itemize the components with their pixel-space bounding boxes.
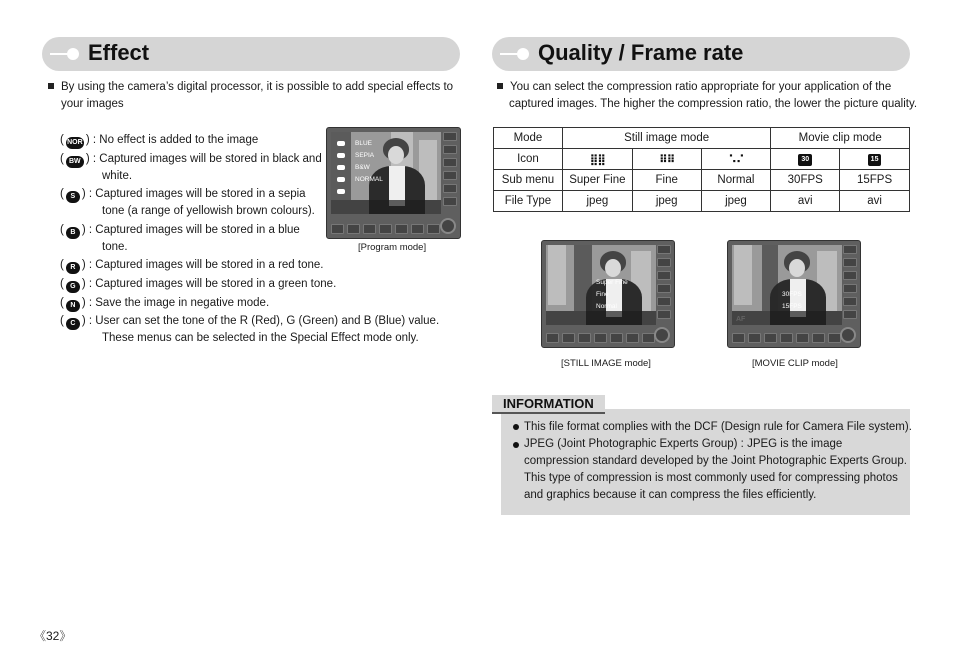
movie-clip-mode-caption: [MOVIE CLIP mode] bbox=[752, 358, 838, 369]
effect-item-negative: ( N ) : Save the image in negative mode. bbox=[60, 295, 269, 312]
effect-item-custom-cont: These menus can be selected in the Special Effect mode only. bbox=[102, 332, 419, 344]
30fps-icon: 30 bbox=[798, 154, 812, 166]
table-cell: 15FPS bbox=[840, 170, 910, 191]
table-icon-label: Icon bbox=[494, 149, 563, 170]
table-header-still: Still image mode bbox=[562, 128, 770, 149]
movie-clip-mode-camera-image bbox=[727, 240, 861, 348]
15fps-icon: 15 bbox=[868, 154, 882, 166]
table-cell: 30FPS bbox=[771, 170, 840, 191]
quality-intro: You can select the compression ratio appropriate for your application of the bbox=[497, 79, 891, 96]
effect-item-normal: ( NOR ) : No effect is added to the image bbox=[60, 132, 258, 149]
table-row bbox=[494, 191, 910, 212]
table-row bbox=[494, 170, 910, 191]
effect-item-sepia: ( S ) : Captured images will be stored in a sepia bbox=[60, 186, 306, 203]
menu-option-bw: B&W bbox=[355, 164, 370, 171]
fine-icon: ⠿⠿ bbox=[659, 153, 675, 166]
information-bullet-1: This file format complies with the DCF (Design rule for Camera File system). bbox=[524, 421, 912, 433]
header-decoration-dot bbox=[517, 48, 529, 60]
information-label: INFORMATION bbox=[492, 395, 605, 414]
effect-intro-line2: your images bbox=[61, 98, 124, 110]
blue-effect-icon: B bbox=[66, 227, 80, 239]
bullet-dot-icon bbox=[513, 442, 519, 448]
quality-table bbox=[493, 127, 910, 212]
menu-option-normal: Normal bbox=[596, 303, 617, 310]
green-effect-icon: G bbox=[66, 281, 80, 293]
menu-option-15fps: 15FPS bbox=[782, 303, 802, 310]
table-row bbox=[494, 149, 910, 170]
table-cell: Super Fine bbox=[562, 170, 632, 191]
effect-title: Effect bbox=[88, 40, 150, 65]
menu-option-super-fine: Super Fine bbox=[596, 279, 628, 286]
table-cell: Fine bbox=[632, 170, 701, 191]
table-cell: jpeg bbox=[632, 191, 701, 212]
bw-effect-icon: BW bbox=[66, 156, 84, 168]
table-cell: jpeg bbox=[701, 191, 771, 212]
table-cell: Normal bbox=[701, 170, 771, 191]
menu-option-fine: Fine bbox=[596, 291, 609, 298]
quality-header-bar bbox=[492, 37, 910, 71]
table-cell: avi bbox=[840, 191, 910, 212]
camera-lcd-screen bbox=[331, 132, 441, 214]
effect-item-sepia-cont: tone (a range of yellowish brown colours). bbox=[102, 205, 315, 217]
table-cell: jpeg bbox=[562, 191, 632, 212]
table-submenu-label: Sub menu bbox=[494, 170, 563, 191]
effect-item-blue: ( B ) : Captured images will be stored in a blue bbox=[60, 222, 300, 239]
still-image-mode-camera-image bbox=[541, 240, 675, 348]
normal-icon: ⠡⠌ bbox=[728, 153, 744, 166]
table-filetype-label: File Type bbox=[494, 191, 563, 212]
effect-intro: By using the camera’s digital processor, it is possible to add special effects to bbox=[48, 79, 453, 96]
header-decoration-dot bbox=[67, 48, 79, 60]
table-cell bbox=[562, 149, 632, 170]
quality-title: Quality / Frame rate bbox=[538, 40, 744, 65]
effect-item-red: ( R ) : Captured images will be stored in a red tone. bbox=[60, 257, 323, 274]
information-bullet-2-line3: This type of compression is most commonly used for compressing photos bbox=[524, 472, 898, 484]
quality-intro-line2: captured images. The higher the compression ratio, the lower the picture quality. bbox=[509, 98, 918, 110]
effect-item-bw-cont: white. bbox=[102, 170, 133, 182]
effect-item-bw: ( BW ) : Captured images will be stored in black and bbox=[60, 151, 322, 168]
effect-item-blue-cont: tone. bbox=[102, 241, 128, 253]
square-bullet-icon bbox=[497, 83, 503, 89]
square-bullet-icon bbox=[48, 83, 54, 89]
information-bullet-2-line4: and graphics because it can compress the files efficiently. bbox=[524, 489, 817, 501]
menu-option-blue: BLUE bbox=[355, 140, 372, 147]
table-header-movie: Movie clip mode bbox=[771, 128, 910, 149]
page-number: 《32》 bbox=[34, 629, 72, 643]
effect-item-green: ( G ) : Captured images will be stored in a green tone. bbox=[60, 276, 336, 293]
menu-option-30fps: 30FPS bbox=[782, 291, 802, 298]
table-header-mode: Mode bbox=[494, 128, 563, 149]
table-cell bbox=[771, 149, 840, 170]
program-mode-caption: [Program mode] bbox=[358, 242, 427, 253]
information-bullet-2-line1: JPEG (Joint Photographic Experts Group) : JPEG is the image bbox=[524, 438, 843, 450]
still-image-mode-caption: [STILL IMAGE mode] bbox=[561, 358, 651, 369]
table-row bbox=[494, 128, 910, 149]
table-cell bbox=[701, 149, 771, 170]
negative-effect-icon: N bbox=[66, 300, 80, 312]
normal-effect-icon: NOR bbox=[66, 137, 84, 149]
menu-option-sepia: SEPIA bbox=[355, 152, 375, 159]
camera-lcd-screen bbox=[732, 245, 842, 325]
custom-color-effect-icon: C bbox=[66, 318, 80, 330]
bullet-dot-icon bbox=[513, 424, 519, 430]
effect-header-bar bbox=[42, 37, 460, 71]
camera-lcd-screen bbox=[546, 245, 656, 325]
table-cell bbox=[632, 149, 701, 170]
superfine-icon: ⣿⣿ bbox=[589, 153, 605, 166]
program-mode-camera-image bbox=[326, 127, 461, 239]
effect-item-custom: ( C ) : User can set the tone of the R (Red), G (Green) and B (Blue) value. bbox=[60, 313, 439, 330]
menu-option-normal: NORMAL bbox=[355, 176, 383, 183]
information-bullet-2-line2: compression standard developed by the Joint Photographic Experts Group. bbox=[524, 455, 907, 467]
red-effect-icon: R bbox=[66, 262, 80, 274]
sepia-effect-icon: S bbox=[66, 191, 80, 203]
table-cell bbox=[840, 149, 910, 170]
table-cell: avi bbox=[771, 191, 840, 212]
